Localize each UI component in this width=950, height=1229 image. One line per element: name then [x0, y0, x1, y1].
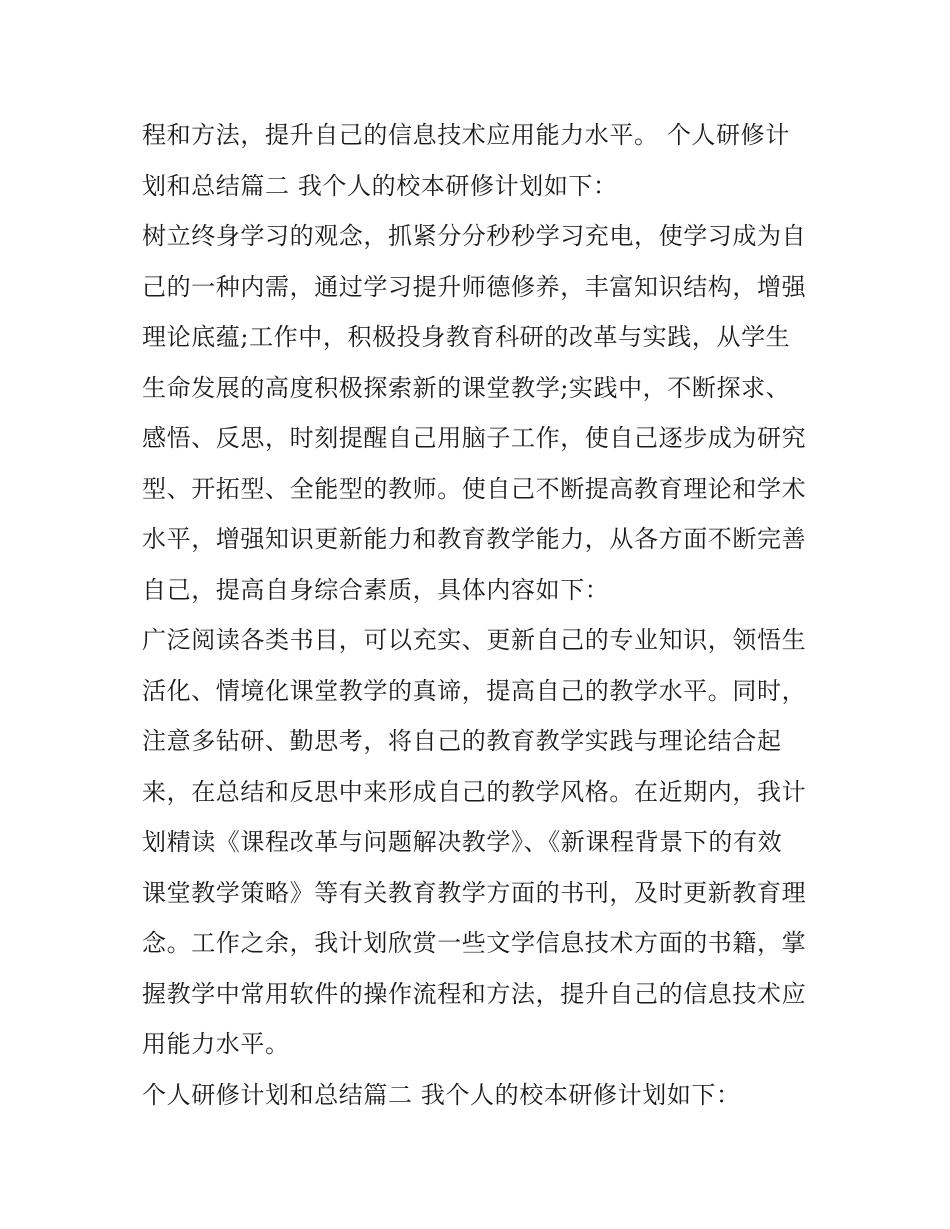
text-line: 自己，提高自身综合素质，具体内容如下： — [142, 575, 610, 604]
text-line: 划精读《课程改革与问题解决教学》、《新课程背景下的有效 — [142, 828, 783, 856]
text-line: 水平，增强知识更新能力和教育教学能力，从各方面不断完善 — [142, 525, 807, 553]
text-line: 型、开拓型、全能型的教师。使自己不断提高教育理论和学术 — [142, 474, 807, 503]
text-line: 划和总结篇二 我个人的校本研修计划如下： — [142, 171, 618, 200]
text-line: 程和方法，提升自己的信息技术应用能力水平。 个人研修计 — [142, 121, 790, 149]
text-line: 课堂教学策略》等有关教育教学方面的书刊，及时更新教育理 — [142, 878, 807, 907]
text-line: 个人研修计划和总结篇二 我个人的校本研修计划如下： — [142, 1080, 741, 1109]
text-line: 广泛阅读各类书目，可以充实、更新自己的专业知识，领悟生 — [142, 626, 807, 654]
text-line: 树立终身学习的观念，抓紧分分秒秒学习充电，使学习成为自 — [142, 222, 807, 250]
text-line: 生命发展的高度积极探索新的课堂教学;实践中，不断探求、 — [142, 373, 791, 402]
text-line: 己的一种内需，通过学习提升师德修养，丰富知识结构，增强 — [142, 272, 807, 301]
text-line: 来，在总结和反思中来形成自己的教学风格。在近期内，我计 — [142, 777, 807, 806]
text-line: 理论底蕴;工作中，积极投身教育科研的改革与实践，从学生 — [142, 323, 791, 351]
text-line: 感悟、反思，时刻提醒自己用脑子工作，使自己逐步成为研究 — [142, 424, 807, 452]
text-line: 念。工作之余，我计划欣赏一些文学信息技术方面的书籍，掌 — [142, 929, 807, 957]
text-line: 活化、情境化课堂教学的真谛，提高自己的教学水平。同时， — [142, 676, 807, 705]
text-line: 用能力水平。 — [142, 1030, 290, 1058]
text-line: 握教学中常用软件的操作流程和方法，提升自己的信息技术应 — [142, 979, 807, 1008]
text-line: 注意多钻研、勤思考，将自己的教育教学实践与理论结合起 — [142, 727, 782, 755]
document-body — [142, 110, 822, 1120]
